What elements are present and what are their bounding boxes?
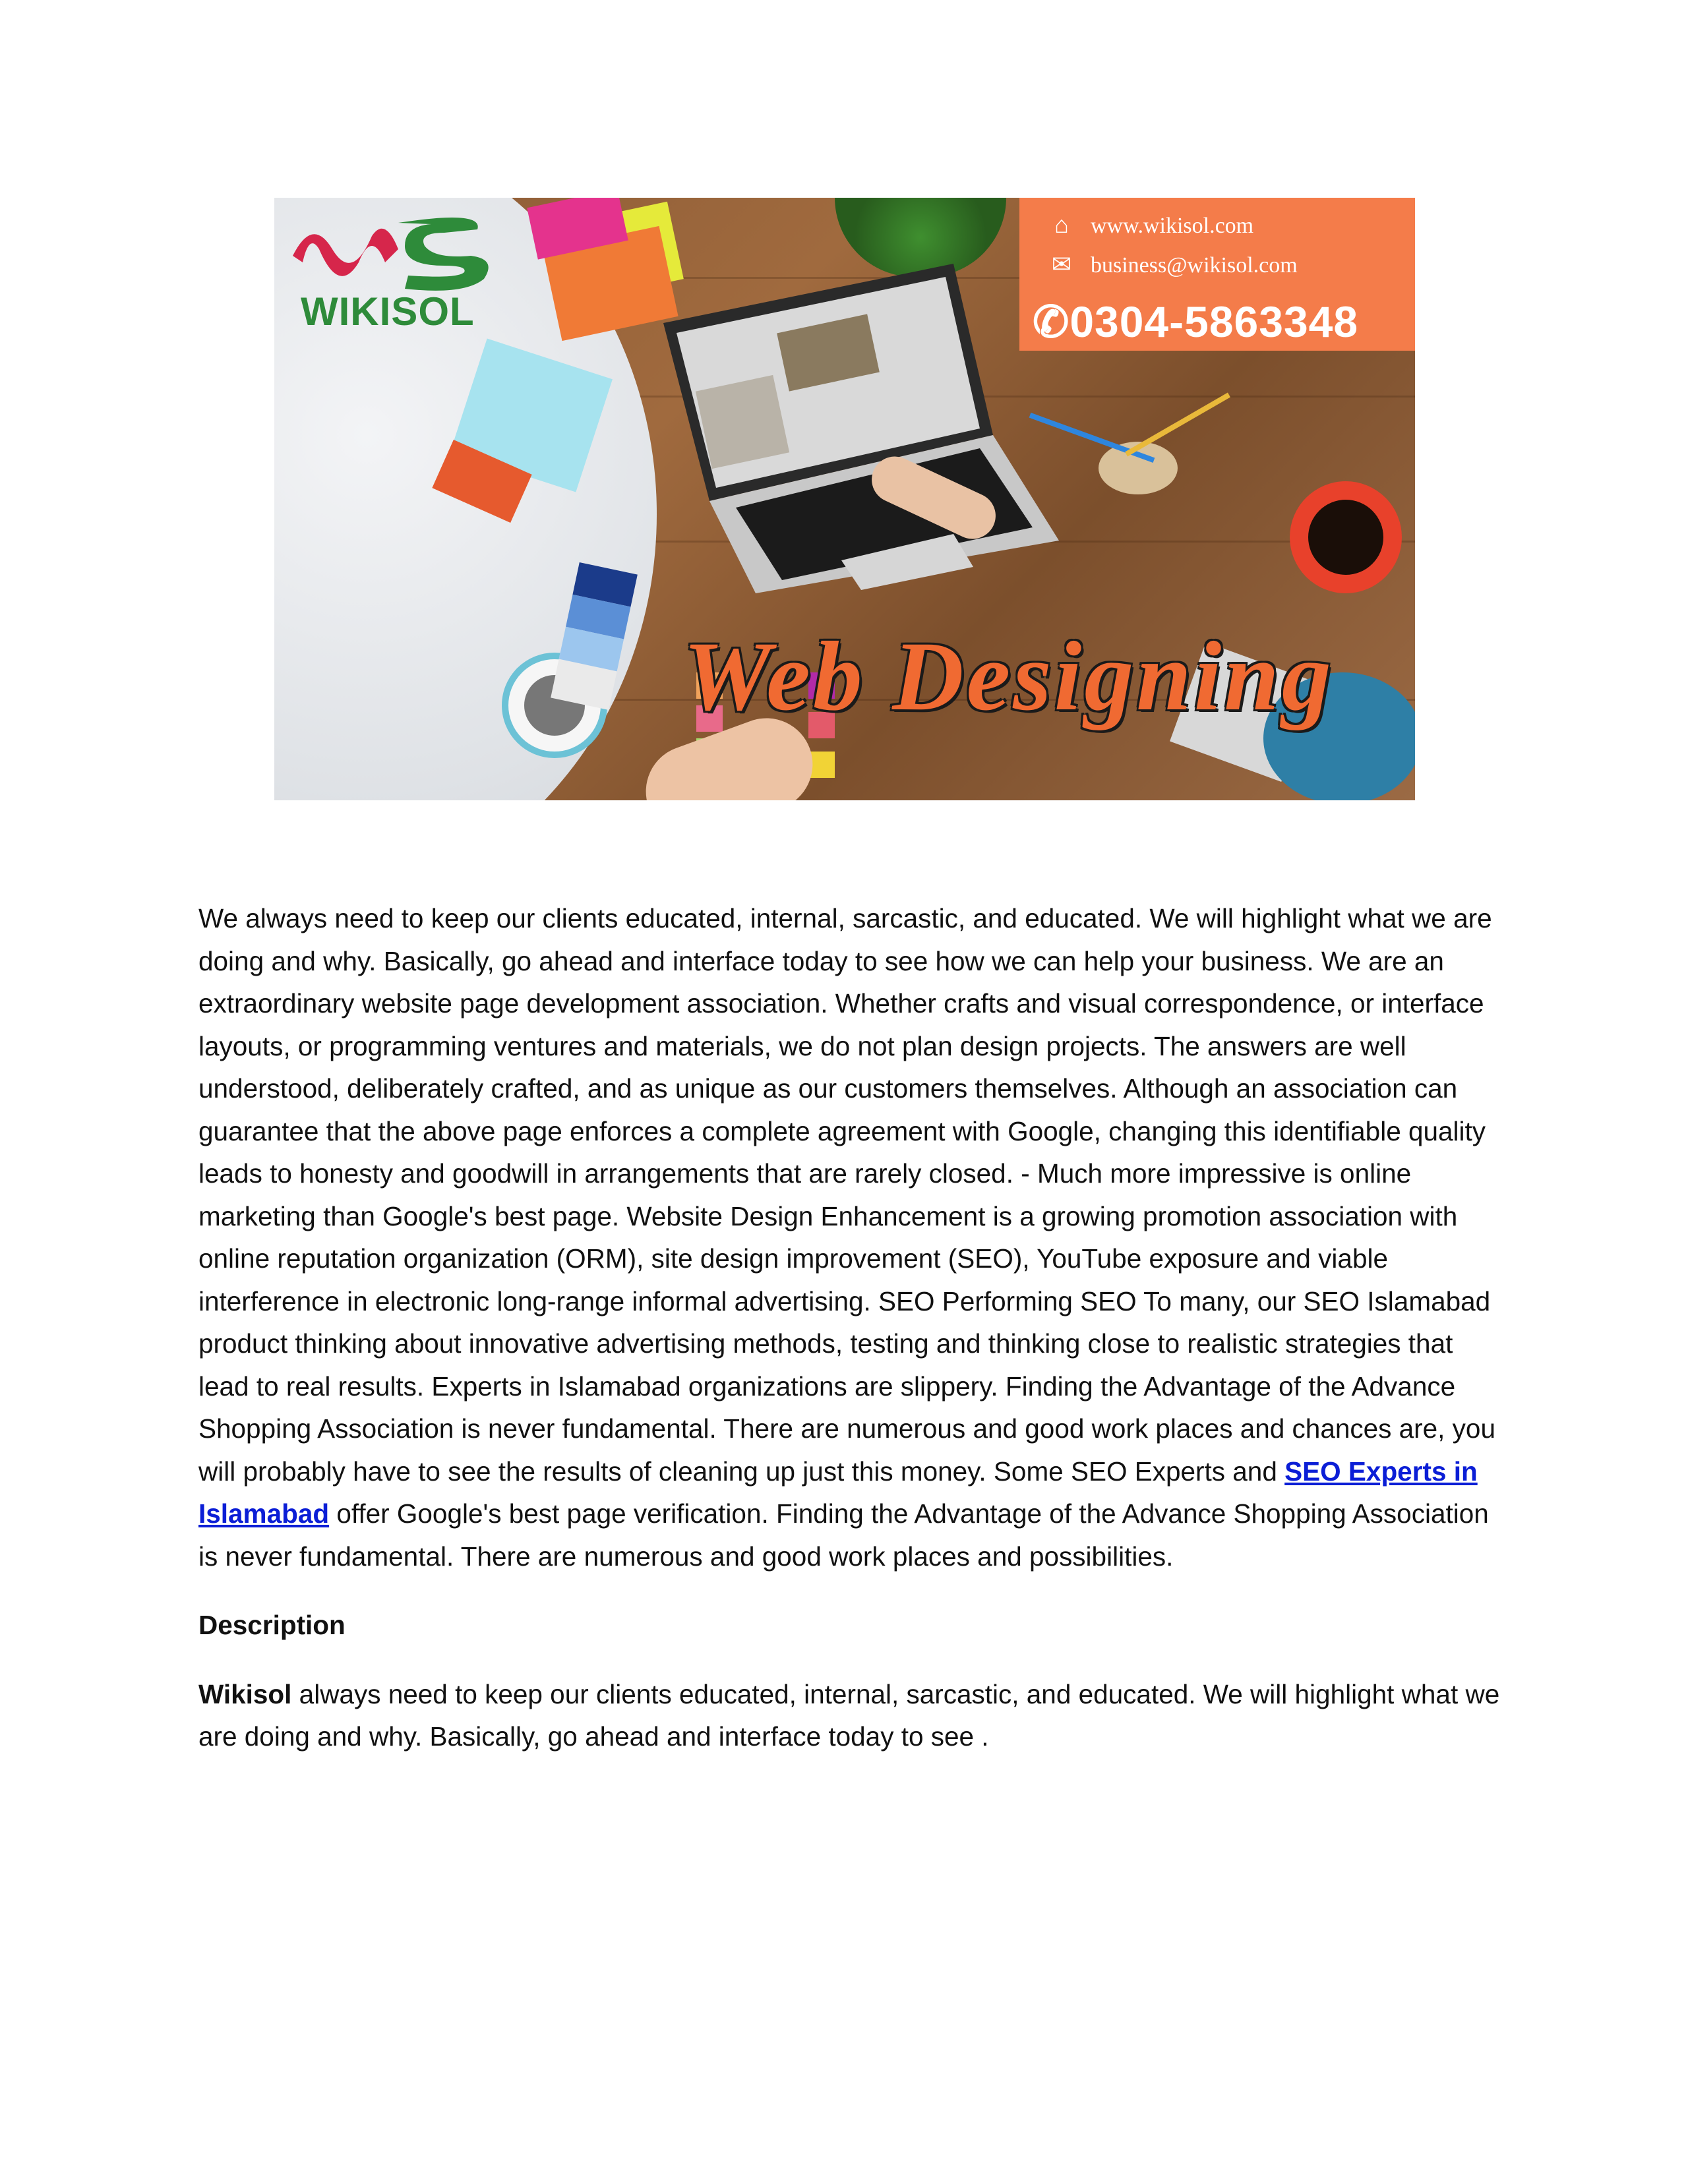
phone-icon: ✆ bbox=[1033, 297, 1070, 346]
intro-text: We always need to keep our clients educated, internal, sarcastic, and educated. We will highlight what we are doing and why. Basically, go ahead and interface today to see how we can help your business. We are an extraordinary website page development association. Whether crafts and visual correspondence, or interface layouts, or programming ventures and materials, we do not plan design projects. The answers are well understood, deliberately crafted, and as unique as our customers themselves. Although an association can guarantee that the above page enforces a complete agreement with Google, changing this identifiable quality leads to honesty and goodwill in arrangements that are rarely closed. - Much more impressive is online marketing than Google's best page. Website Design Enhancement is a growing promotion association with online reputation organization (ORM), site design improvement (SEO), YouTube exposure and viable interference in electronic long-range informal advertising. SEO Performing SEO To many, our SEO Islamabad product thinking about innovative advertising methods, testing and thinking close to realistic strategies that lead to real results. Experts in Islamabad organizations are slippery. Finding the Advantage of the Advance Shopping Association is never fundamental. There are numerous and good work places and chances are, you will probably have to see the results of cleaning up just this money. Some SEO Experts and bbox=[198, 903, 1495, 1487]
article-body bbox=[198, 897, 1504, 1758]
description-paragraph bbox=[198, 1673, 1504, 1758]
description-text: always need to keep our clients educated, internal, sarcastic, and educated. We will highlight what we are doing and why. Basically, go ahead and interface today to see . bbox=[198, 1678, 1500, 1752]
wikisol-logo-mark bbox=[286, 210, 497, 295]
email-text: business@wikisol.com bbox=[1091, 253, 1298, 278]
website-text: www.wikisol.com bbox=[1091, 214, 1254, 238]
banner-headline: Web Designing bbox=[683, 622, 1334, 731]
logo-text: WIKISOL bbox=[301, 289, 475, 334]
intro-paragraph bbox=[198, 897, 1504, 1578]
seo-experts-link[interactable]: SEO Experts in Islamabad bbox=[198, 1456, 1478, 1529]
pencil bbox=[1125, 393, 1230, 457]
description-brand: Wikisol bbox=[198, 1678, 292, 1709]
web-designing-banner bbox=[274, 198, 1415, 800]
intro-text-end: offer Google's best page verification. Finding the Advantage of the Advance Shopping Association is never fundamental. There are numerous and good work places and possibilities. bbox=[198, 1498, 1489, 1572]
contact-website bbox=[1046, 211, 1253, 239]
contact-email bbox=[1046, 251, 1298, 278]
envelope-icon: ✉ bbox=[1051, 251, 1072, 278]
contact-phone bbox=[1033, 297, 1358, 347]
contact-box bbox=[1019, 198, 1415, 351]
laptop-illustration bbox=[584, 251, 1059, 593]
phone-text: 0304-5863348 bbox=[1070, 297, 1359, 346]
wikisol-logo bbox=[286, 210, 497, 334]
home-icon: ⌂ bbox=[1054, 212, 1069, 238]
description-heading: Description bbox=[198, 1610, 346, 1640]
coffee-cup-red bbox=[1290, 481, 1402, 593]
